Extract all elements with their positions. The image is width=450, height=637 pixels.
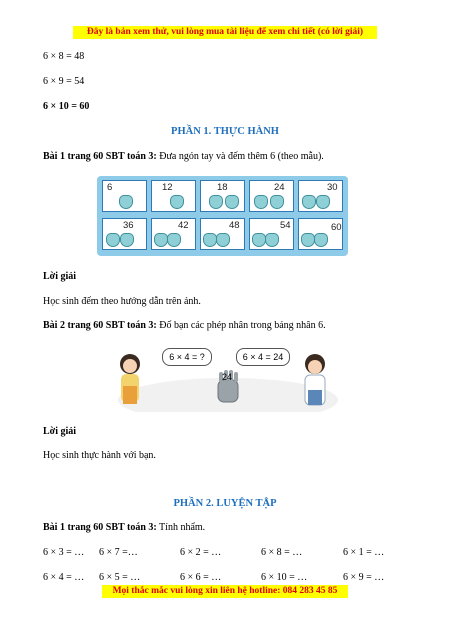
- hand-icon: [167, 233, 181, 247]
- calc-item: 6 × 10 = …: [261, 572, 308, 583]
- hands-cell: [151, 180, 196, 212]
- solution2-title: Lời giải: [43, 426, 77, 437]
- calc-item: 6 × 1 = …: [343, 547, 385, 558]
- hands-number: 42: [178, 220, 189, 231]
- exercise-text: Đưa ngón tay và đếm thêm 6 (theo mẫu).: [156, 151, 324, 162]
- exercise-label: Bài 1 trang 60 SBT toán 3:: [43, 522, 157, 533]
- hands-cell: [102, 218, 147, 250]
- hands-number: 36: [123, 220, 134, 231]
- hands-cell: [249, 218, 294, 250]
- calc-item: 6 × 4 = …: [43, 572, 85, 583]
- solution1-text: Học sinh đếm theo hướng dẫn trên ảnh.: [43, 296, 201, 307]
- table-line-6x8: 6 × 8 = 48: [43, 51, 85, 62]
- speech-bubble-answer: 6 × 4 = 24: [236, 348, 290, 366]
- hand-icon: [120, 233, 134, 247]
- hands-number: 24: [274, 182, 285, 193]
- hand-icon: [252, 233, 266, 247]
- boy-figure: [305, 354, 325, 405]
- hand-icon: [119, 195, 133, 209]
- calc-item: 6 × 9 = …: [343, 572, 385, 583]
- calc-item: 6 × 2 = …: [180, 547, 222, 558]
- hotline-footer: Mọi thắc mắc vui lòng xin liên hệ hotline: 084 283 45 85: [102, 585, 348, 598]
- exercise-label: Bài 1 trang 60 SBT toán 3:: [43, 151, 157, 162]
- exercise-label: Bài 2 trang 60 SBT toán 3:: [43, 320, 157, 331]
- hand-number: 24: [222, 372, 233, 382]
- hand-icon: [154, 233, 168, 247]
- part2-exercise1: [43, 522, 205, 533]
- hand-icon: [254, 195, 268, 209]
- calc-item: 6 × 8 = …: [261, 547, 303, 558]
- hand-icon: [170, 195, 184, 209]
- hand-icon: [203, 233, 217, 247]
- hands-number: 48: [229, 220, 240, 231]
- hands-number: 6: [107, 182, 113, 193]
- calc-item: 6 × 3 = …: [43, 547, 85, 558]
- hands-cell: [102, 180, 147, 212]
- hands-cell: [298, 180, 343, 212]
- calc-item: 6 × 6 = …: [180, 572, 222, 583]
- table-line-6x10: 6 × 10 = 60: [43, 101, 90, 112]
- part1-exercise1: [43, 151, 324, 162]
- hand-icon: [209, 195, 223, 209]
- hand-icon: [316, 195, 330, 209]
- hands-cell: [200, 218, 245, 250]
- exercise-text: Đố bạn các phép nhân trong bảng nhân 6.: [156, 320, 326, 331]
- solution1-title: Lời giải: [43, 271, 77, 282]
- hands-number: 18: [217, 182, 228, 193]
- table-line-6x9: 6 × 9 = 54: [43, 76, 85, 87]
- hands-cell: [249, 180, 294, 212]
- hand-icon: [314, 233, 328, 247]
- hand-icon: [302, 195, 316, 209]
- part1-exercise2: [43, 320, 326, 331]
- hands-cell: [151, 218, 196, 250]
- hand-icon: [265, 233, 279, 247]
- calc-item: 6 × 7 =…: [99, 547, 138, 558]
- solution2-text: Học sinh thực hành với bạn.: [43, 450, 156, 461]
- hand-icon: [270, 195, 284, 209]
- preview-banner: Đây là bản xem thử, vui lòng mua tài liệu để xem chi tiết (có lời giải): [73, 26, 377, 39]
- hands-number: 12: [162, 182, 173, 193]
- girl-figure: [120, 354, 140, 404]
- part1-heading: PHẦN 1. THỰC HÀNH: [171, 126, 279, 137]
- exercise-text: Tính nhẩm.: [156, 522, 206, 533]
- hands-counting-figure: [97, 176, 348, 256]
- hand-icon: [216, 233, 230, 247]
- hands-number: 54: [280, 220, 291, 231]
- hands-cell: [298, 218, 343, 250]
- hand-icon: [301, 233, 315, 247]
- part2-heading: PHẦN 2. LUYỆN TẬP: [173, 498, 277, 509]
- hands-cell: [200, 180, 245, 212]
- hand-icon: [225, 195, 239, 209]
- children-illustration: [112, 342, 344, 412]
- hands-number: 30: [327, 182, 338, 193]
- speech-bubble-question: 6 × 4 = ?: [162, 348, 212, 366]
- hand-icon: [106, 233, 120, 247]
- hands-number: 60: [331, 222, 342, 233]
- calc-item: 6 × 5 = …: [99, 572, 141, 583]
